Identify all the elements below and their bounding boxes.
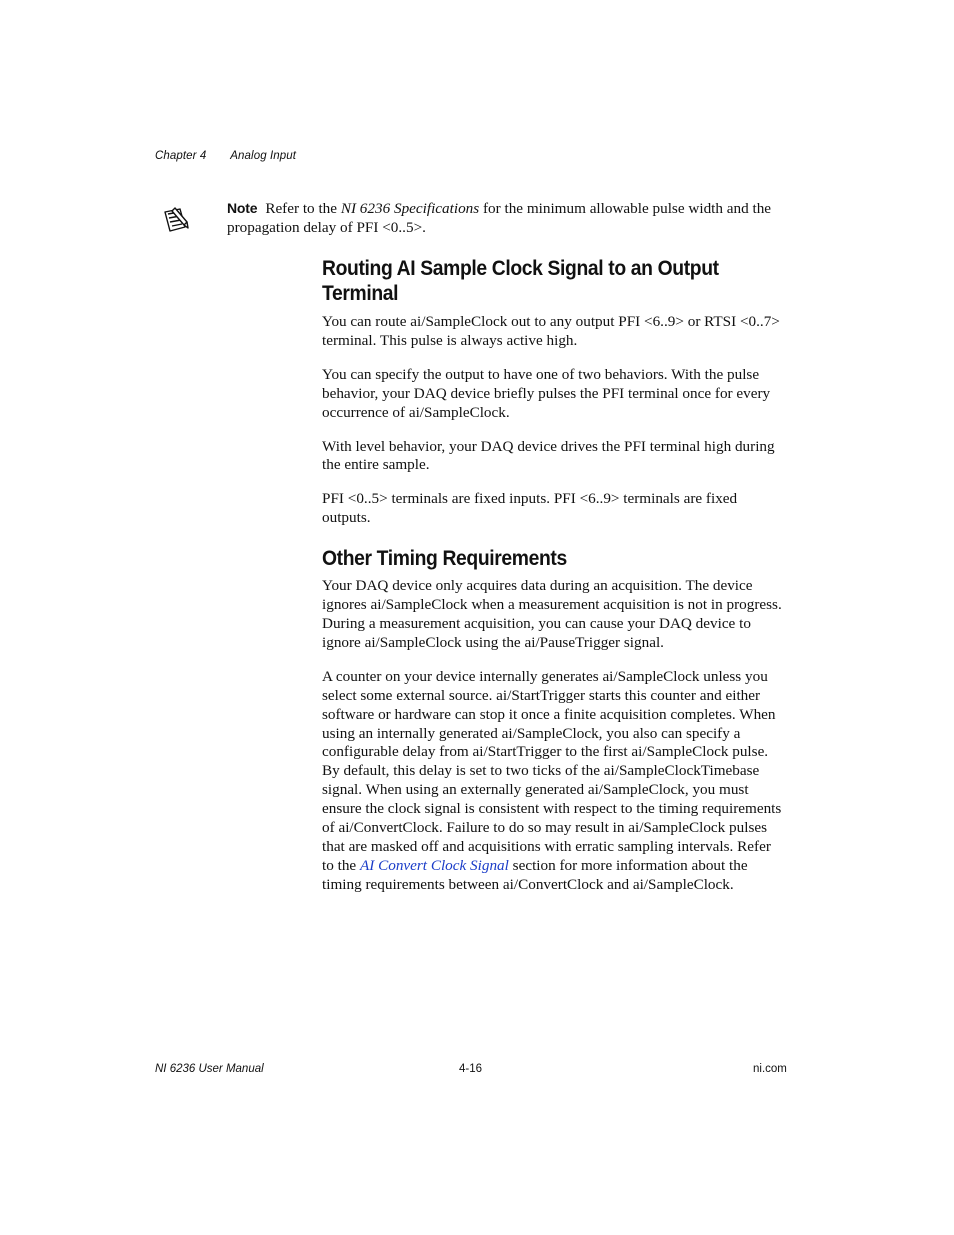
note-text-after: for the minimum allowable pulse width and the propagation delay of PFI <0..5>.	[227, 200, 772, 236]
note-emphasis: NI 6236 Specifications	[340, 200, 480, 217]
footer-manual-title: NI 6236 User Manual	[155, 1063, 264, 1075]
paragraph: PFI <0..5> terminals are fixed inputs. PFI <6..9> terminals are fixed outputs.	[322, 490, 738, 527]
paragraph: You can specify the output to have one of two behaviors. With the pulse behavior, your DAQ device briefly pulses the PFI terminal once for every occurrence of ai/SampleClock.	[322, 365, 771, 421]
note-text-before: Refer to the	[265, 200, 341, 217]
section-heading-routing: Routing AI Sample Clock Signal to an Output Terminal	[322, 257, 719, 305]
main-content	[322, 256, 786, 895]
paragraph: With level behavior, your DAQ device drives the PFI terminal high during the entire sample.	[322, 437, 775, 474]
running-header	[155, 150, 296, 162]
footer-page-number: 4-16	[459, 1063, 483, 1075]
paragraph-text-before-link: A counter on your device internally generates ai/SampleClock unless you select some external source. ai/StartTrigger starts this counter and either software or hardware can stop it once a finite acquisition completes. When using an internally generated ai/SampleClock, you also can specify a configurable delay from ai/StartTrigger to the first ai/SampleClock pulse. By default, this delay is set to two ticks of the ai/SampleClockTimebase signal. When using an externally generated ai/SampleClock, you must ensure the clock signal is consistent with respect to the timing requirements of ai/ConvertClock. Failure to do so may result in ai/SampleClock pulses that are masked off and acquisitions with erratic sampling intervals. Refer to the	[322, 667, 782, 874]
chapter-number: Chapter 4	[155, 150, 207, 162]
note-label: Note	[227, 200, 258, 216]
paragraph-with-link	[322, 668, 786, 895]
paragraph-text-after-link: section for more information about the timing requirements between ai/ConvertClock and ai/SampleClock.	[322, 856, 748, 893]
ai-convert-clock-signal-link[interactable]: AI Convert Clock Signal	[359, 856, 509, 874]
footer-website: ni.com	[753, 1063, 787, 1075]
paragraph: You can route ai/SampleClock out to any output PFI <6..9> or RTSI <0..7> terminal. This pulse is always active high.	[322, 313, 780, 349]
section-heading-other-timing: Other Timing Requirements	[322, 547, 567, 571]
note-block	[227, 199, 787, 237]
paragraph: Your DAQ device only acquires data during an acquisition. The device ignores ai/SampleClock when a measurement acquisition is not in progress. During a measurement acquisition, you can cause your DAQ device to ignore ai/SampleClock using the ai/PauseTrigger signal.	[322, 577, 782, 651]
chapter-title: Analog Input	[230, 150, 297, 162]
note-pencil-icon	[161, 205, 191, 235]
